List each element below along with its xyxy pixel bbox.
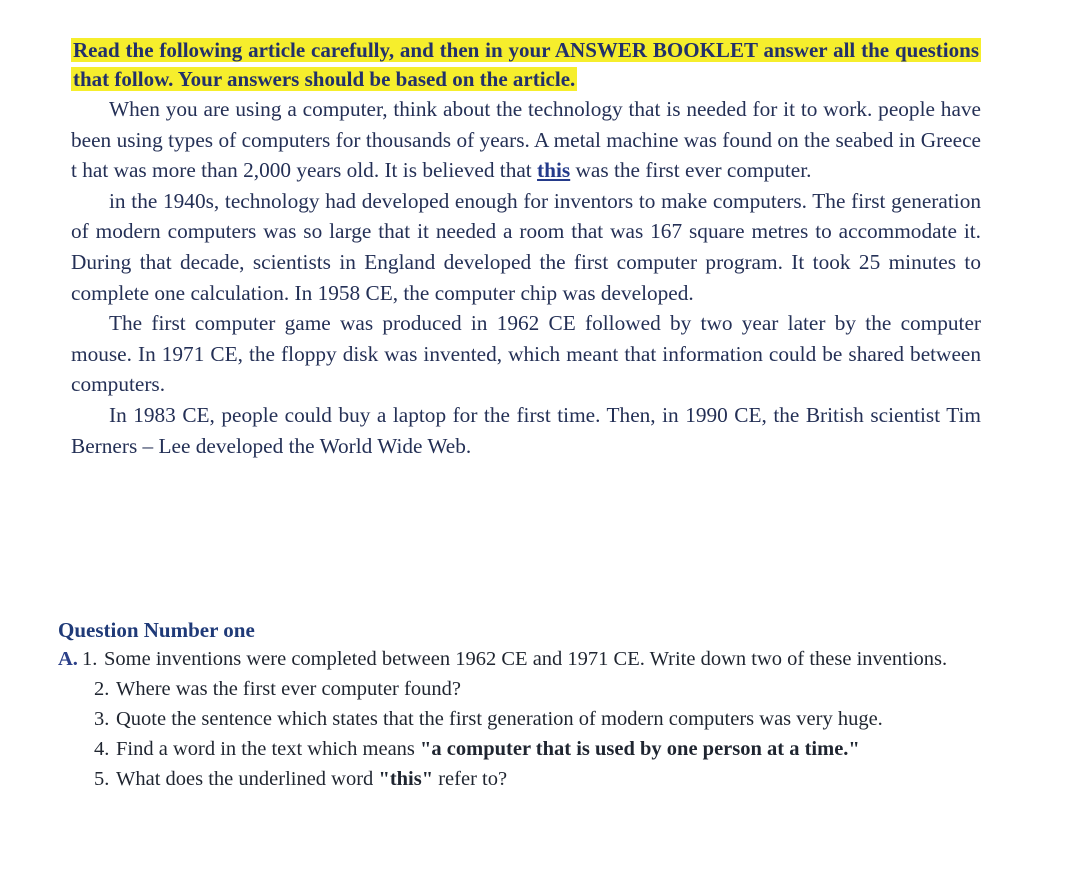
question-text <box>116 735 968 763</box>
paragraph-2: in the 1940s, technology had developed enough for inventors to make computers. The first generation of modern computers was so large that it needed a room that was 167 square metres to accommodate it. During that decade, scientists in England developed the first computer program. It took 25 minutes to complete one calculation. In 1958 CE, the computer chip was developed. <box>71 188 981 305</box>
question-text-a: Find a word in the text which means <box>116 738 421 760</box>
question-text-b: refer to? <box>433 768 508 790</box>
questions-section <box>58 615 968 795</box>
question-number: 5. <box>94 768 110 790</box>
question-number: 1. <box>82 648 98 670</box>
question-text-a: What does the underlined word <box>116 768 379 790</box>
question-text: Quote the sentence which states that the first generation of modern computers was very huge. <box>116 708 883 730</box>
question-item <box>94 735 968 763</box>
paragraph-3: The first computer game was produced in 1962 CE followed by two year later by the computer mouse. In 1971 CE, the floppy disk was invented, which meant that information could be shared between computers. <box>71 311 981 397</box>
underlined-word-this: this <box>537 158 571 183</box>
reading-passage <box>71 36 981 461</box>
instruction-text <box>71 36 981 94</box>
question-text: Some inventions were completed between 1962 CE and 1971 CE. Write down two of these inventions. <box>104 648 948 670</box>
question-text <box>116 765 968 793</box>
question-text: Where was the first ever computer found? <box>116 678 461 700</box>
question-number: 2. <box>94 678 110 700</box>
question-item <box>82 645 968 673</box>
instruction-line-1: Read the following article carefully, and then in your ANSWER BOOKLET <box>73 38 758 62</box>
question-number: 4. <box>94 738 110 760</box>
instruction-line-2: answer all the questions that follow. Your answers should be based on the article. <box>73 38 979 91</box>
question-group-a <box>58 645 968 795</box>
highlighted-instruction <box>71 38 981 91</box>
question-item <box>94 765 968 793</box>
question-item <box>94 675 968 703</box>
paragraph-4: In 1983 CE, people could buy a laptop for the first time. Then, in 1990 CE, the British scientist Tim Berners – Lee developed the World Wide Web. <box>71 402 981 458</box>
question-list <box>82 645 968 795</box>
paragraph-1-text-a: When you are using a computer, think about the technology that is needed for it to work. people have been using types of computers for thousands of years. A metal machine was found on the seabed in Greece t hat was more than 2,000 years old. It is believed that <box>71 97 981 183</box>
question-text-bold: "this" <box>378 768 434 790</box>
paragraph-1-text-b: was the first ever computer. <box>570 158 812 183</box>
question-item <box>94 705 968 733</box>
question-number: 3. <box>94 708 110 730</box>
question-heading: Question Number one <box>58 618 255 642</box>
paragraph-1 <box>71 94 981 186</box>
section-letter: A. <box>58 648 78 670</box>
question-text-bold: "a computer that is used by one person at a time." <box>420 738 860 760</box>
